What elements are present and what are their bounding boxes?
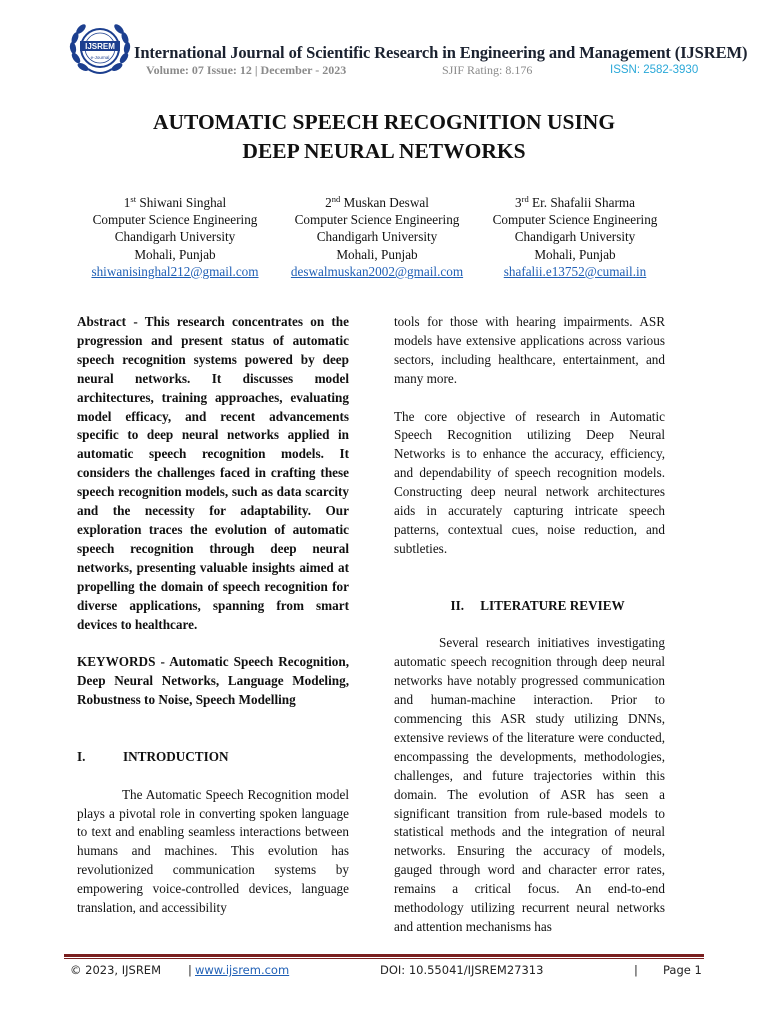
- issn: ISSN: 2582-3930: [610, 64, 699, 76]
- author-location: Mohali, Punjab: [134, 246, 216, 262]
- volume-info: Volume: 07 Issue: 12 | December - 2023: [146, 63, 347, 77]
- ijsrem-logo: [66, 14, 134, 82]
- author-location: Mohali, Punjab: [336, 246, 418, 262]
- author-name: Muskan Deswal: [343, 195, 429, 210]
- intro-paragraph-1: The Automatic Speech Recognition model plays a pivotal role in converting spoken language to text and enabling seamless interactions between humans and machines. This evolution has revolutionized communication systems by empowering voice-controlled devices, language translation, and accessibility: [77, 786, 349, 916]
- literature-review-paragraph-1: Several research initiatives investigating automatic speech recognition through deep neural networks have notably progressed communication and human-machine interaction. Prior to commencing this ASR study utilizing DNNs, extensive reviews of the literature were conducted, encompassing the developments, methodologies, challenges, and future trajectories within this domain. The evolution of ASR has seen a significant transition from rule-based models to statistical methods and the integration of neural networks. Ensuring the accuracy of models, gauged through word and character error rates, remains a critical focus. An end-to-end methodology utilizing recurrent neural networks and attention mechanisms has: [394, 635, 665, 934]
- journal-title: International Journal of Scientific Research in Engineering and Management (IJSREM): [134, 43, 748, 62]
- footer-separator: |: [188, 963, 192, 977]
- section-heading-literature-review: II. LITERATURE REVIEW: [450, 597, 625, 613]
- author-email-link[interactable]: shiwanisinghal212@gmail.com: [91, 263, 259, 279]
- keywords: KEYWORDS - Automatic Speech Recognition, Deep Neural Networks, Language Modeling, Robustness to Noise, Speech Modelling: [77, 654, 349, 708]
- sjif-rating: SJIF Rating: 8.176: [442, 63, 533, 77]
- logo-subtext: e-Journal: [90, 55, 110, 60]
- abstract: Abstract - This research concentrates on the progression and present status of automatic speech recognition systems powered by deep neural networks. It discusses model architectures, training approaches, evaluating model efficacy, and recent advancements specific to deep neural networks applied in automatic speech recognition models. It considers the challenges faced in crafting these speech recognition models, such as data scarcity and the necessity for adaptability. Our exploration traces the evolution of automatic speech recognition through deep neural networks, presenting valuable insights aimed at propelling the domain of speech recognition for diverse applications, spanning from smart devices to healthcare.: [77, 314, 349, 632]
- author-2: [272, 194, 482, 280]
- paper-title-line-1: AUTOMATIC SPEECH RECOGNITION USING: [152, 110, 616, 134]
- author-name: Er. Shafalii Sharma: [532, 195, 635, 210]
- intro-paragraph-2: The core objective of research in Automatic Speech Recognition utilizing Deep Neural Networks is to enhance the accuracy, efficiency, and dependability of speech recognition models. Constructing deep neural network architectures aids in accurately capturing intricate speech patterns, contextual cues, noise reduction, and subtleties.: [394, 408, 665, 556]
- footer-website: [195, 963, 289, 977]
- author-3: [470, 194, 680, 280]
- footer-rule-thin: [64, 958, 704, 959]
- author-1: [70, 194, 280, 280]
- author-email-link[interactable]: shafalii.e13752@cumail.in: [503, 263, 647, 279]
- author-dept: Computer Science Engineering: [92, 212, 258, 228]
- section-heading-introduction: I. INTRODUCTION: [77, 748, 229, 764]
- author-university: Chandigarh University: [114, 229, 236, 245]
- author-university: Chandigarh University: [514, 229, 636, 245]
- paper-title-line-2: DEEP NEURAL NETWORKS: [242, 139, 526, 163]
- author-name-line: 3rd Er. Shafalii Sharma: [515, 194, 635, 210]
- author-name-line: 2nd Muskan Deswal: [325, 194, 429, 210]
- footer-copyright: © 2023, IJSREM: [70, 963, 161, 977]
- author-email-link[interactable]: deswalmuskan2002@gmail.com: [290, 263, 464, 279]
- footer-separator: |: [634, 963, 638, 977]
- footer-page-number: Page 1: [663, 963, 702, 977]
- author-location: Mohali, Punjab: [534, 246, 616, 262]
- left-column: [77, 313, 349, 918]
- author-dept: Computer Science Engineering: [492, 212, 658, 228]
- author-university: Chandigarh University: [316, 229, 438, 245]
- footer-doi: DOI: 10.55041/IJSREM27313: [380, 963, 544, 977]
- logo-text: IJSREM: [85, 42, 115, 51]
- footer-website-link[interactable]: www.ijsrem.com: [195, 963, 290, 977]
- footer-rule: [64, 954, 704, 957]
- author-dept: Computer Science Engineering: [294, 212, 460, 228]
- author-name: Shiwani Singhal: [139, 195, 227, 210]
- intro-paragraph-1-continued: tools for those with hearing impairments. ASR models have extensive applications across various sectors, including healthcare, entertainment, and many more.: [394, 314, 665, 386]
- author-name-line: 1st Shiwani Singhal: [123, 194, 227, 210]
- right-column: [394, 313, 665, 937]
- paper-title: [0, 108, 768, 166]
